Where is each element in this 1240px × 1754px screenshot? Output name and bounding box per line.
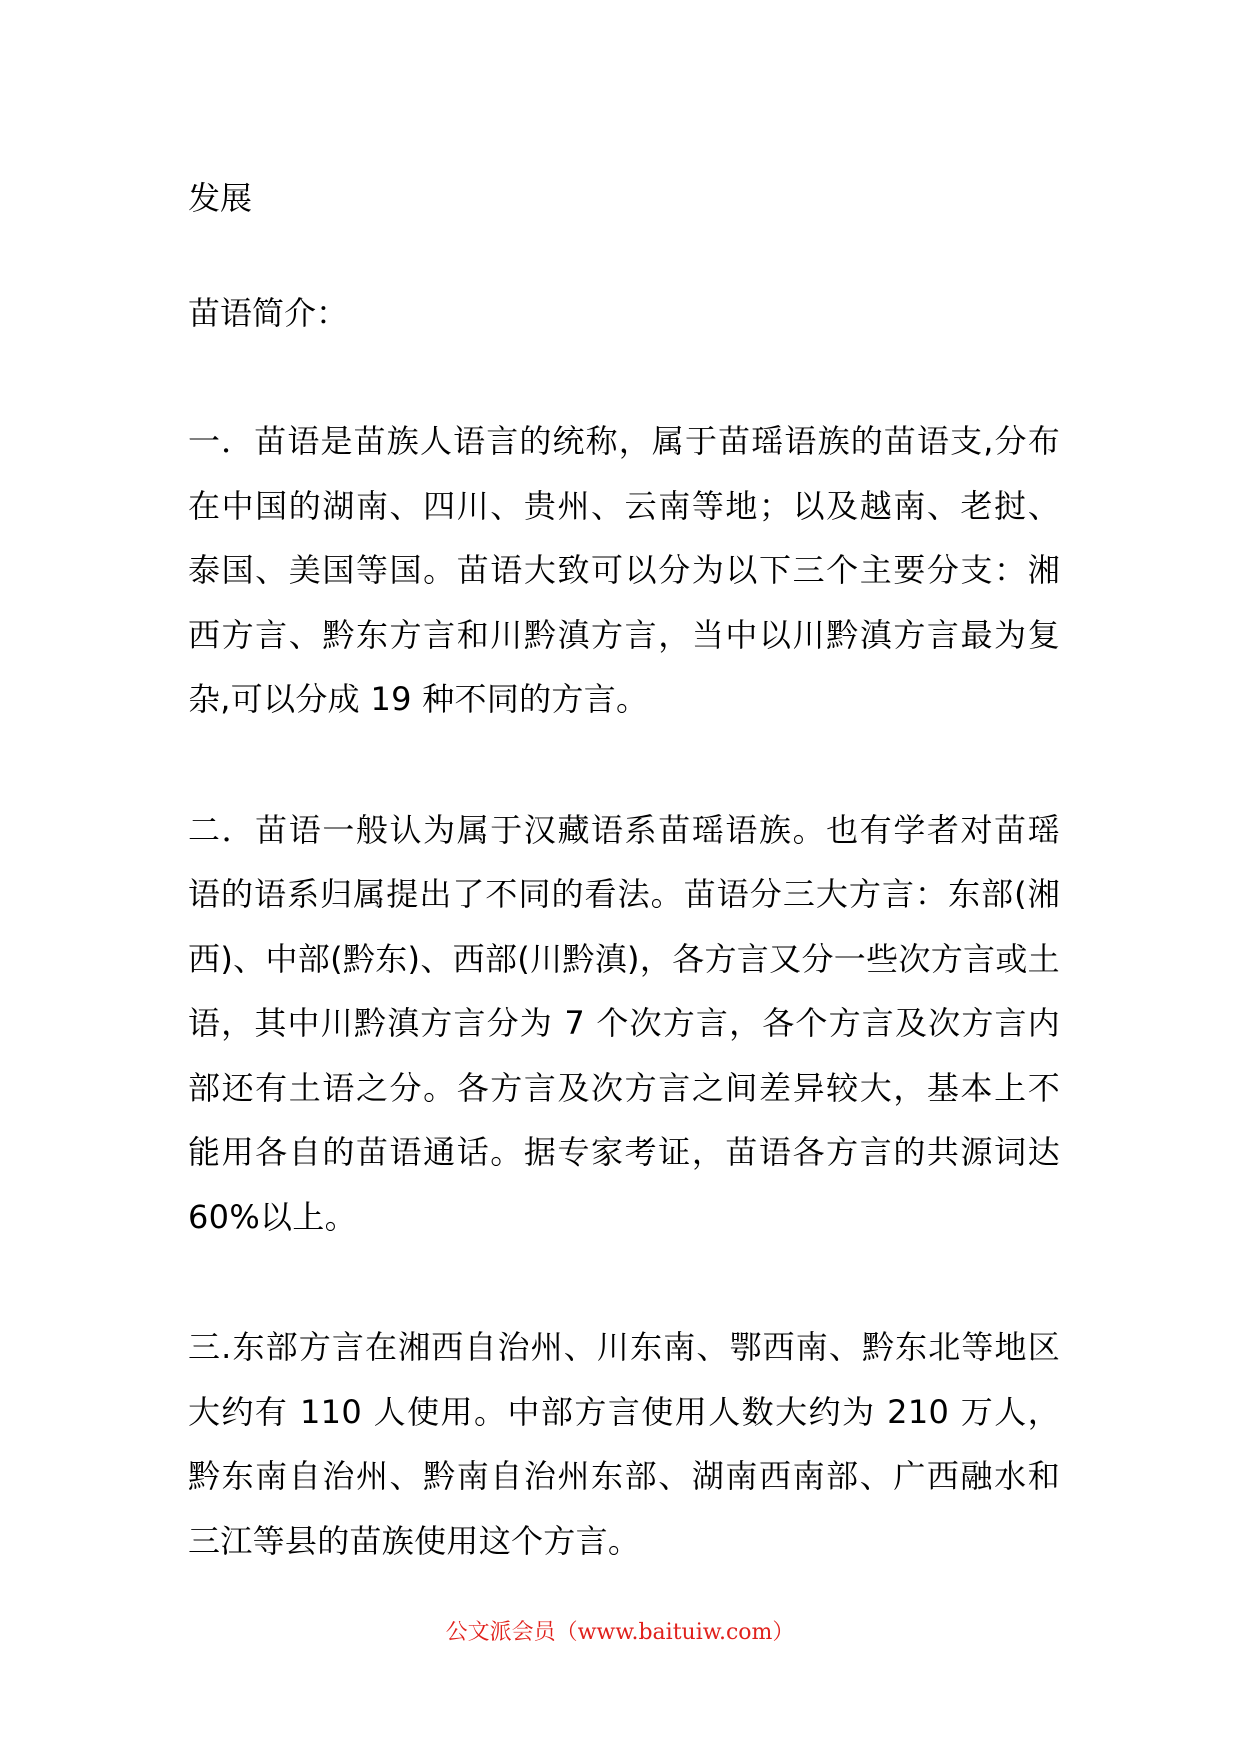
footer-watermark: 公文派会员（www.baituiw.com） — [445, 1620, 795, 1645]
section-heading: 发展 — [188, 179, 253, 217]
paragraph-2: 二．苗语一般认为属于汉藏语系苗瑶语族。也有学者对苗瑶语的语系归属提出了不同的看法。苗语分三大方言：东部(湘西)、中部(黔东)、西部(川黔滇)，各方言又分一些次方言或土语，其中川黔滇方言分为 7 个次方言，各个方言及次方言内部还有土语之分。各方言及次方言之间差异较大，基本上不能用各自的苗语通话。据专家考证，苗语各方言的共源词达 60%以上。 — [188, 810, 1060, 1236]
paragraph-3: 三.东部方言在湘西自治州、川东南、鄂西南、黔东北等地区大约有 110 人使用。中部方言使用人数大约为 210 万人，黔东南自治州、黔南自治州东部、湖南西南部、广西融水和三江等县的苗族使用这个方言。 — [188, 1328, 1060, 1560]
paragraph-1: 一．苗语是苗族人语言的统称，属于苗瑶语族的苗语支,分布在中国的湖南、四川、贵州、云南等地；以及越南、老挝、泰国、美国等国。苗语大致可以分为以下三个主要分支：湘西方言、黔东方言和川黔滇方言，当中以川黔滇方言最为复杂,可以分成 19 种不同的方言。 — [188, 422, 1060, 718]
intro-label: 苗语简介： — [188, 294, 349, 332]
document-body — [188, 168, 1060, 1573]
